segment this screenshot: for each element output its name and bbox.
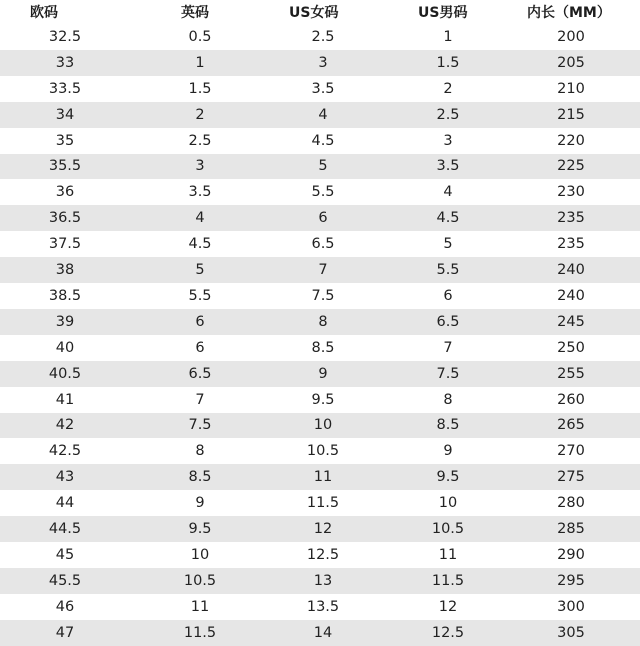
table-row — [0, 568, 640, 594]
cell-uk-size: 10 — [190, 546, 210, 563]
cell-us-men-size: 10.5 — [431, 521, 465, 538]
cell-inner-length: 255 — [557, 365, 585, 382]
cell-uk-size: 1.5 — [188, 80, 212, 97]
cell-uk-size: 6.5 — [188, 365, 212, 382]
cell-inner-length: 235 — [557, 210, 585, 227]
table-row — [0, 542, 640, 568]
cell-eu-size: 33.5 — [48, 80, 82, 97]
cell-inner-length: 205 — [557, 54, 585, 71]
cell-eu-size: 39 — [55, 313, 75, 330]
cell-inner-length: 240 — [557, 287, 585, 304]
cell-us-men-size: 12 — [438, 598, 458, 615]
cell-eu-size: 32.5 — [48, 28, 82, 45]
cell-us-women-size: 9.5 — [311, 391, 335, 408]
cell-inner-length: 290 — [557, 546, 585, 563]
table-row — [0, 128, 640, 154]
table-row — [0, 309, 640, 335]
cell-eu-size: 33 — [55, 54, 75, 71]
table-row — [0, 335, 640, 361]
table-row — [0, 231, 640, 257]
cell-inner-length: 200 — [557, 28, 585, 45]
cell-us-women-size: 4 — [318, 106, 328, 123]
cell-eu-size: 47 — [55, 624, 75, 641]
cell-eu-size: 45.5 — [48, 572, 82, 589]
table-row — [0, 464, 640, 490]
cell-inner-length: 295 — [557, 572, 585, 589]
cell-inner-length: 275 — [557, 469, 585, 486]
cell-uk-size: 4 — [195, 210, 205, 227]
cell-us-women-size: 7 — [318, 262, 328, 279]
cell-inner-length: 260 — [557, 391, 585, 408]
cell-inner-length: 300 — [557, 598, 585, 615]
cell-uk-size: 5 — [195, 262, 205, 279]
cell-inner-length: 265 — [557, 417, 585, 434]
cell-inner-length: 220 — [557, 132, 585, 149]
cell-us-women-size: 12.5 — [306, 546, 340, 563]
cell-inner-length: 225 — [557, 158, 585, 175]
table-row — [0, 413, 640, 439]
cell-us-men-size: 7 — [443, 339, 453, 356]
cell-uk-size: 2 — [195, 106, 205, 123]
cell-uk-size: 6 — [195, 339, 205, 356]
cell-us-men-size: 3 — [443, 132, 453, 149]
cell-us-men-size: 6 — [443, 287, 453, 304]
cell-eu-size: 38 — [55, 262, 75, 279]
cell-eu-size: 35.5 — [48, 158, 82, 175]
header-us-men-size: US男码 — [418, 5, 468, 21]
cell-us-men-size: 6.5 — [436, 313, 460, 330]
cell-us-men-size: 1 — [443, 28, 453, 45]
cell-uk-size: 2.5 — [188, 132, 212, 149]
cell-us-men-size: 5 — [443, 236, 453, 253]
cell-us-women-size: 10.5 — [306, 443, 340, 460]
cell-us-men-size: 9 — [443, 443, 453, 460]
cell-us-men-size: 11.5 — [431, 572, 465, 589]
cell-uk-size: 0.5 — [188, 28, 212, 45]
cell-uk-size: 9 — [195, 495, 205, 512]
cell-us-women-size: 13 — [313, 572, 333, 589]
table-row — [0, 154, 640, 180]
cell-uk-size: 9.5 — [188, 521, 212, 538]
table-row — [0, 179, 640, 205]
cell-uk-size: 11 — [190, 598, 210, 615]
cell-us-women-size: 3.5 — [311, 80, 335, 97]
cell-inner-length: 230 — [557, 184, 585, 201]
cell-us-women-size: 4.5 — [311, 132, 335, 149]
header-eu-size: 欧码 — [30, 5, 58, 21]
header-inner-length: 内长（MM） — [527, 5, 611, 21]
cell-inner-length: 250 — [557, 339, 585, 356]
cell-us-men-size: 8 — [443, 391, 453, 408]
cell-uk-size: 5.5 — [188, 287, 212, 304]
cell-us-men-size: 2.5 — [436, 106, 460, 123]
cell-eu-size: 40 — [55, 339, 75, 356]
cell-us-men-size: 7.5 — [436, 365, 460, 382]
cell-us-women-size: 10 — [313, 417, 333, 434]
cell-inner-length: 305 — [557, 624, 585, 641]
table-row — [0, 594, 640, 620]
cell-inner-length: 270 — [557, 443, 585, 460]
cell-us-men-size: 4 — [443, 184, 453, 201]
cell-eu-size: 38.5 — [48, 287, 82, 304]
cell-eu-size: 34 — [55, 106, 75, 123]
cell-us-women-size: 5 — [318, 158, 328, 175]
cell-uk-size: 1 — [195, 54, 205, 71]
cell-eu-size: 44.5 — [48, 521, 82, 538]
table-row — [0, 50, 640, 76]
cell-us-women-size: 6 — [318, 210, 328, 227]
cell-inner-length: 240 — [557, 262, 585, 279]
cell-us-women-size: 9 — [318, 365, 328, 382]
cell-eu-size: 41 — [55, 391, 75, 408]
table-header-row — [0, 0, 640, 24]
table-row — [0, 76, 640, 102]
cell-eu-size: 44 — [55, 495, 75, 512]
cell-us-women-size: 14 — [313, 624, 333, 641]
header-uk-size: 英码 — [181, 5, 209, 21]
cell-eu-size: 46 — [55, 598, 75, 615]
table-row — [0, 205, 640, 231]
table-row — [0, 361, 640, 387]
cell-us-men-size: 2 — [443, 80, 453, 97]
cell-eu-size: 45 — [55, 546, 75, 563]
cell-inner-length: 285 — [557, 521, 585, 538]
cell-uk-size: 10.5 — [183, 572, 217, 589]
cell-uk-size: 7.5 — [188, 417, 212, 434]
cell-us-women-size: 8.5 — [311, 339, 335, 356]
cell-us-men-size: 10 — [438, 495, 458, 512]
cell-us-men-size: 8.5 — [436, 417, 460, 434]
cell-eu-size: 40.5 — [48, 365, 82, 382]
table-row — [0, 387, 640, 413]
cell-us-women-size: 8 — [318, 313, 328, 330]
cell-us-men-size: 3.5 — [436, 158, 460, 175]
cell-inner-length: 280 — [557, 495, 585, 512]
table-row — [0, 516, 640, 542]
table-row — [0, 438, 640, 464]
cell-eu-size: 42.5 — [48, 443, 82, 460]
table-row — [0, 283, 640, 309]
table-row — [0, 620, 640, 646]
cell-inner-length: 210 — [557, 80, 585, 97]
cell-uk-size: 11.5 — [183, 624, 217, 641]
cell-uk-size: 8 — [195, 443, 205, 460]
cell-us-men-size: 9.5 — [436, 469, 460, 486]
table-row — [0, 24, 640, 50]
cell-us-women-size: 3 — [318, 54, 328, 71]
cell-uk-size: 4.5 — [188, 236, 212, 253]
cell-inner-length: 245 — [557, 313, 585, 330]
cell-uk-size: 7 — [195, 391, 205, 408]
table-row — [0, 102, 640, 128]
cell-us-women-size: 12 — [313, 521, 333, 538]
cell-eu-size: 36.5 — [48, 210, 82, 227]
cell-us-women-size: 2.5 — [311, 28, 335, 45]
cell-uk-size: 3.5 — [188, 184, 212, 201]
cell-inner-length: 235 — [557, 236, 585, 253]
cell-eu-size: 35 — [55, 132, 75, 149]
cell-us-men-size: 12.5 — [431, 624, 465, 641]
cell-us-women-size: 5.5 — [311, 184, 335, 201]
cell-us-men-size: 5.5 — [436, 262, 460, 279]
cell-us-men-size: 1.5 — [436, 54, 460, 71]
cell-us-women-size: 13.5 — [306, 598, 340, 615]
cell-uk-size: 6 — [195, 313, 205, 330]
cell-uk-size: 8.5 — [188, 469, 212, 486]
cell-eu-size: 36 — [55, 184, 75, 201]
cell-us-women-size: 11.5 — [306, 495, 340, 512]
header-us-women-size: US女码 — [289, 5, 339, 21]
table-row — [0, 257, 640, 283]
cell-eu-size: 37.5 — [48, 236, 82, 253]
cell-us-women-size: 11 — [313, 469, 333, 486]
cell-eu-size: 42 — [55, 417, 75, 434]
cell-eu-size: 43 — [55, 469, 75, 486]
cell-us-women-size: 7.5 — [311, 287, 335, 304]
cell-us-women-size: 6.5 — [311, 236, 335, 253]
table-row — [0, 490, 640, 516]
cell-uk-size: 3 — [195, 158, 205, 175]
cell-us-men-size: 11 — [438, 546, 458, 563]
cell-us-men-size: 4.5 — [436, 210, 460, 227]
cell-inner-length: 215 — [557, 106, 585, 123]
